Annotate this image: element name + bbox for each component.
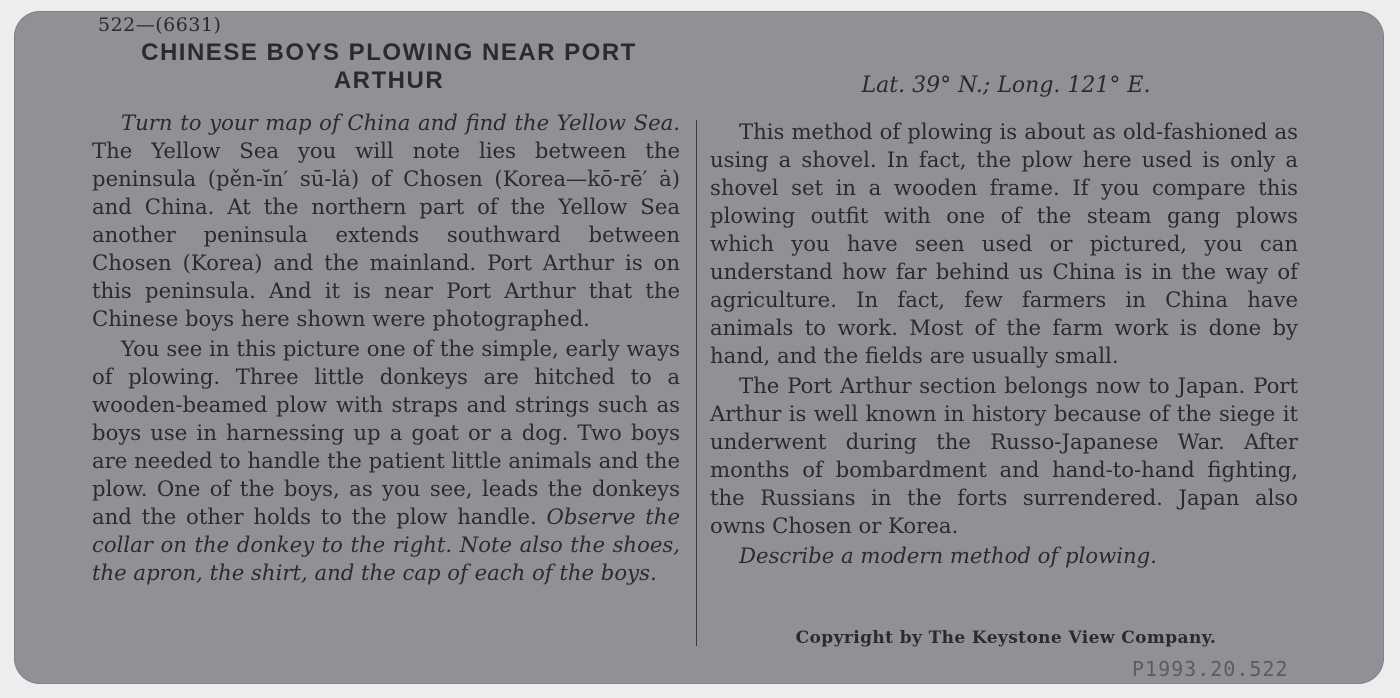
- right-paragraph-3-italic: Describe a modern method of plowing.: [739, 543, 1157, 568]
- copyright-notice: Copyright by The Keystone View Company.: [795, 628, 1217, 648]
- right-paragraph-2: The Port Arthur section belongs now to Japan. Port Arthur is well known in history because of the siege it underwent during the Russo-Japanese War. After months of bombardment and hand-to-hand fighting, the Russians in the forts surrendered. Japan also owns Chosen or Korea.: [710, 373, 1298, 538]
- left-paragraph-2: [92, 335, 680, 587]
- right-paragraph-3: [710, 542, 1298, 570]
- left-paragraph-1: [92, 109, 680, 333]
- card-title: CHINESE BOYS PLOWING NEAR PORT ARTHUR: [141, 39, 637, 94]
- left-paragraph-2-italic: Observe the collar on the donkey to the right. Note also the shoes, the apron, the shirt, and the cap of each of the boys.: [92, 504, 680, 585]
- card-number: 522—(6631): [98, 14, 222, 36]
- left-paragraph-1-text: The Yellow Sea you will note lies between the peninsula (pěn-ĭn′ sū-lȧ) of Chosen (Korea—kō-rē′ ȧ) and China. At the northern part of the Yellow Sea another peninsula extends southward between Chosen (Korea) and the mainland. Port Arthur is on this peninsula. And it is near Port Arthur that the Chinese boys here shown were photographed.: [92, 138, 680, 331]
- left-paragraph-1-italic: Turn to your map of China and find the Yellow Sea.: [121, 110, 680, 135]
- left-column: [92, 109, 680, 587]
- right-paragraph-1: This method of plowing is about as old-fashioned as using a shovel. In fact, the plow here used is only a shovel set in a wooden frame. If you compare this plowing outfit with one of the steam gang plows which you have seen used or pictured, you can understand how far behind us China is in the way of agriculture. In fact, few farmers in China have animals to work. Most of the farm work is done by hand, and the fields are usually small.: [710, 119, 1298, 368]
- coordinates: Lat. 39° N.; Long. 121° E.: [861, 73, 1151, 98]
- catalog-number: P1993.20.522: [1132, 657, 1289, 681]
- stereograph-card-back: [14, 11, 1384, 684]
- right-column: [710, 118, 1298, 570]
- column-divider: [696, 120, 697, 646]
- left-paragraph-2-text: You see in this picture one of the simple, early ways of plowing. Three little donkeys are hitched to a wooden-beamed plow with straps and strings such as boys use in harnessing up a goat or a dog. Two boys are needed to handle the patient little animals and the plow. One of the boys, as you see, leads the donkeys and the other holds to the plow handle.: [92, 336, 680, 529]
